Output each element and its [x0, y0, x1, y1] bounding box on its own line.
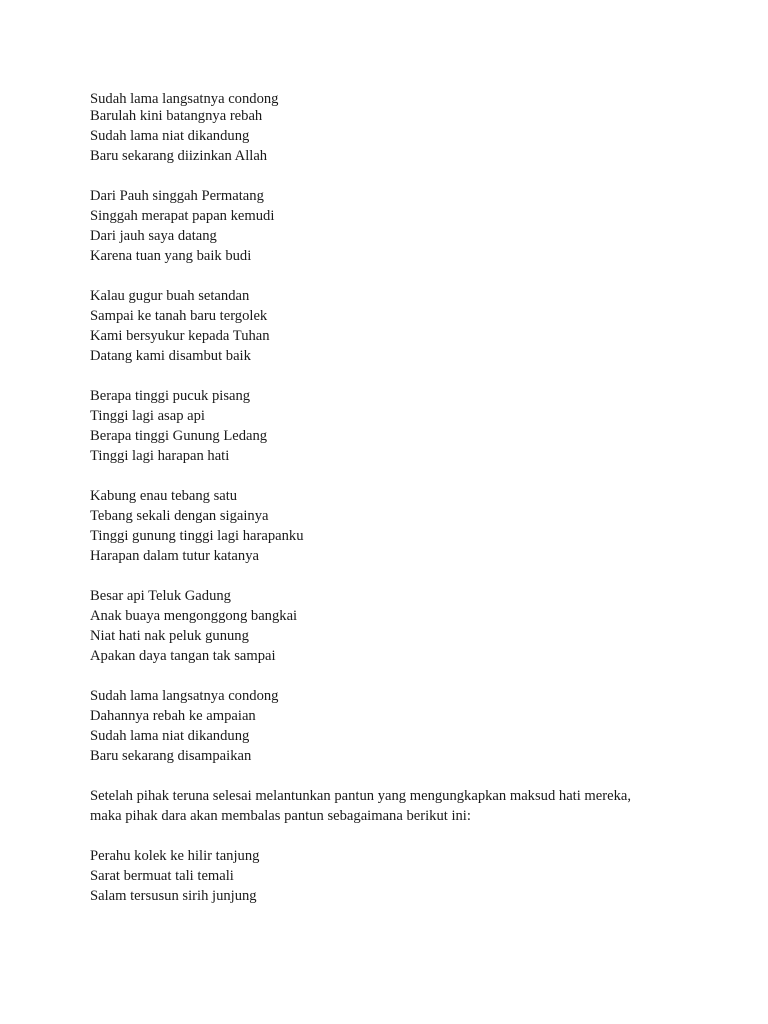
- pantun-stanza-7: [90, 686, 690, 766]
- prose-paragraph: [90, 786, 690, 826]
- stanza-line: Salam tersusun sirih junjung: [90, 888, 257, 904]
- paragraph-line: Setelah pihak teruna selesai melantunkan pantun yang mengungkapkan maksud hati mereka,: [90, 788, 632, 804]
- stanza-line: Sudah lama langsatnya condong: [90, 91, 279, 107]
- stanza-line: Sudah lama niat dikandung: [90, 728, 250, 744]
- stanza-line: Sudah lama langsatnya condong: [90, 688, 279, 704]
- stanza-line: Tinggi lagi asap api: [90, 408, 205, 424]
- stanza-line: Tebang sekali dengan sigainya: [90, 508, 269, 524]
- stanza-line: Berapa tinggi Gunung Ledang: [90, 428, 268, 444]
- stanza-line: Baru sekarang disampaikan: [90, 748, 252, 764]
- pantun-stanza-4: [90, 386, 690, 466]
- pantun-stanza-2: [90, 186, 690, 266]
- stanza-line: Kami bersyukur kepada Tuhan: [90, 328, 270, 344]
- stanza-line: Anak buaya mengonggong bangkai: [90, 608, 298, 624]
- pantun-stanza-8: [90, 846, 690, 906]
- stanza-line: Dahannya rebah ke ampaian: [90, 708, 256, 724]
- stanza-line: Perahu kolek ke hilir tanjung: [90, 848, 260, 864]
- stanza-line: Apakan daya tangan tak sampai: [90, 648, 276, 664]
- pantun-stanza-6: [90, 586, 690, 666]
- stanza-line: Sarat bermuat tali temali: [90, 868, 234, 884]
- stanza-line: Tinggi lagi harapan hati: [90, 448, 230, 464]
- stanza-line: Kalau gugur buah setandan: [90, 288, 250, 304]
- document-body: [90, 89, 690, 926]
- stanza-line: Kabung enau tebang satu: [90, 488, 238, 504]
- stanza-line: Niat hati nak peluk gunung: [90, 628, 249, 644]
- stanza-line: Harapan dalam tutur katanya: [90, 548, 259, 564]
- stanza-line: Berapa tinggi pucuk pisang: [90, 388, 251, 404]
- paragraph-line: maka pihak dara akan membalas pantun sebagaimana berikut ini:: [90, 808, 471, 824]
- stanza-line: Dari Pauh singgah Permatang: [90, 188, 264, 204]
- stanza-line: Karena tuan yang baik budi: [90, 248, 252, 264]
- pantun-stanza-3: [90, 286, 690, 366]
- stanza-line: Besar api Teluk Gadung: [90, 588, 231, 604]
- stanza-line: Barulah kini batangnya rebah: [90, 108, 263, 124]
- stanza-line: Dari jauh saya datang: [90, 228, 217, 244]
- stanza-line: Baru sekarang diizinkan Allah: [90, 148, 268, 164]
- stanza-line: Datang kami disambut baik: [90, 348, 251, 364]
- stanza-line: Sudah lama niat dikandung: [90, 128, 250, 144]
- stanza-line: Singgah merapat papan kemudi: [90, 208, 275, 224]
- stanza-line: Sampai ke tanah baru tergolek: [90, 308, 268, 324]
- pantun-stanza-5: [90, 486, 690, 566]
- pantun-stanza-1: [90, 89, 690, 166]
- stanza-line: Tinggi gunung tinggi lagi harapanku: [90, 528, 304, 544]
